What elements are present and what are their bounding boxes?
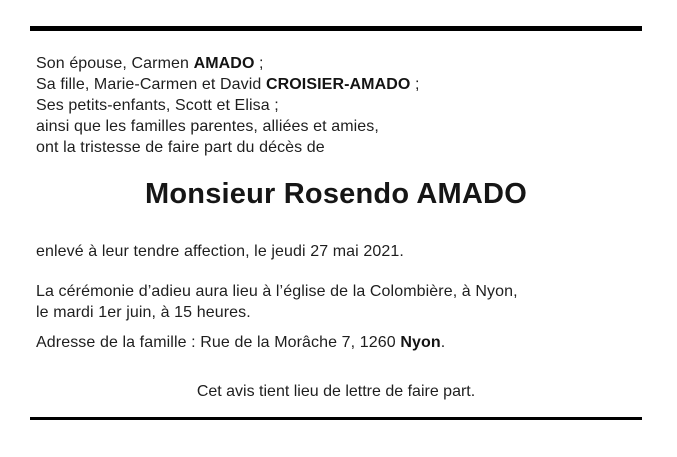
top-rule [30,26,642,31]
ceremony-line: La cérémonie d’adieu aura lieu à l’église de la Colombière, à Nyon, [36,283,518,300]
address-text: Adresse de la famille : Rue de la Morâche 7, 1260 [36,334,401,351]
intro-line-text: ont la tristesse de faire part du décès de [36,139,325,156]
intro-line-bold-name: AMADO [193,55,255,72]
intro-line [36,53,642,74]
closing-line: Cet avis tient lieu de lettre de faire part. [196,383,476,400]
intro-paragraph [36,53,642,158]
intro-line-bold-name: CROISIER-AMADO [265,76,411,93]
ceremony-paragraph [36,281,642,323]
intro-line-text: Sa fille, Marie-Carmen et David [36,76,266,93]
intro-line-text: Son épouse, Carmen [36,55,194,72]
deceased-name-heading: Monsieur Rosendo AMADO [145,178,527,210]
address-city-bold: Nyon [400,334,441,351]
intro-line-text: ; [410,76,420,93]
intro-line [36,116,642,137]
address-text: . [440,334,446,351]
intro-line [36,74,642,95]
ceremony-line: le mardi 1er juin, à 15 heures. [36,304,251,321]
death-date-line: enlevé à leur tendre affection, le jeudi 27 mai 2021. [36,243,404,260]
intro-line [36,137,642,158]
family-address-line [36,332,642,353]
intro-line-text: ; [254,55,264,72]
intro-line-text: ainsi que les familles parentes, alliées et amies, [36,118,379,135]
intro-line [36,95,642,116]
bottom-rule [30,417,642,420]
intro-line-text: Ses petits-enfants, Scott et Elisa ; [36,97,279,114]
